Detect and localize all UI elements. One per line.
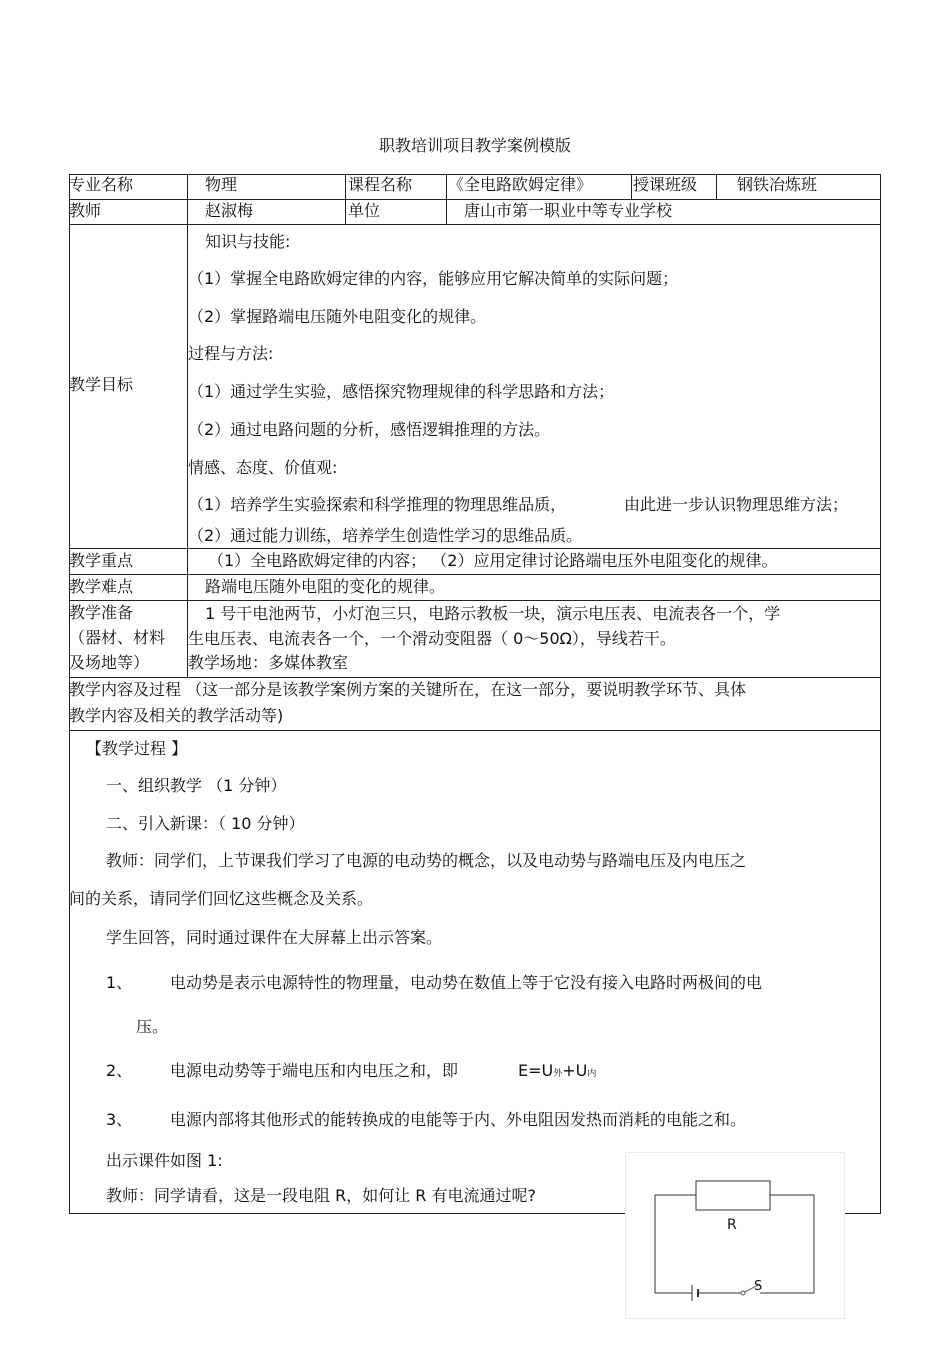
table-rule [716,174,717,199]
difficulties-value: 路端电压随外电阻的变化的规律。 [205,577,446,596]
course-value: 《全电路欧姆定律》 [448,175,593,194]
list-number: 2、 [106,1061,133,1080]
key-points-label: 教学重点 [69,551,134,570]
teacher-label: 教师 [69,201,102,220]
process-paragraph: 出示课件如图 1: [106,1151,223,1170]
objective-line: （1）通过学生实验，感悟探究物理规律的科学思路和方法； [188,382,615,401]
process-step: 二、引入新课：（ 10 分钟） [106,814,305,833]
table-rule [69,574,881,575]
table-rule [69,224,881,225]
process-step: 一、组织教学 （1 分钟） [106,776,287,795]
preparation-line: 教学场地：多媒体教室 [188,653,349,672]
objective-line: （2）掌握路端电压随外电阻变化的规律。 [188,307,487,326]
objective-line: （1）培养学生实验探索和科学推理的物理思维品质， [188,495,567,514]
formula-subscript: 外 [553,1069,563,1079]
major-label: 专业名称 [69,175,134,194]
table-rule [69,600,881,601]
unit-value: 唐山市第一职业中等专业学校 [464,201,673,220]
lesson-table [69,174,881,1213]
objective-line: 过程与方法: [188,344,274,363]
objective-line: 知识与技能: [205,232,291,251]
circuit-diagram [626,1153,844,1318]
content-header: 教学内容及过程 （这一部分是该教学案例方案的关键所在，在这一部分，要说明教学环节、具体 [69,680,747,699]
list-item: 压。 [136,1017,169,1036]
preparation-label: 及场地等） [69,653,150,672]
resistor-symbol [696,1181,770,1210]
formula-subscript: 内 [587,1069,597,1079]
switch-contact [741,1291,745,1295]
switch-label: S [754,1279,763,1294]
circuit-figure [625,1152,845,1319]
page-title: 职教培训项目教学案例模版 [378,136,571,155]
class-label: 授课班级 [633,175,698,194]
formula [518,1061,596,1084]
content-header: 教学内容及相关的教学活动等) [69,706,284,725]
preparation-line: 1 号干电池两节，小灯泡三只，电路示教板一块，演示电压表、电流表各一个，学 [205,604,781,623]
difficulties-label: 教学难点 [69,577,134,596]
table-rule [69,677,881,678]
key-points-value: （1）全电路欧姆定律的内容； （2）应用定律讨论路端电压外电阻变化的规律。 [208,551,778,570]
table-rule [345,174,346,224]
objective-line: 情感、态度、价值观: [188,458,338,477]
table-rule [446,174,447,224]
unit-label: 单位 [348,201,381,220]
resistor-label: R [727,1217,737,1233]
process-paragraph: 间的关系，请同学们回忆这些概念及关系。 [69,889,374,908]
objectives-label: 教学目标 [69,375,134,394]
table-rule [69,548,881,549]
process-paragraph: 学生回答，同时通过课件在大屏幕上出示答案。 [106,928,443,947]
process-paragraph: 教师：同学们，上节课我们学习了电源的电动势的概念，以及电动势与路端电压及内电压之 [106,851,747,870]
preparation-line: 生电压表、电流表各一个，一个滑动变阻器（ 0～50Ω），导线若干。 [188,629,676,648]
preparation-label: （器材、材料 [69,628,166,647]
list-item: 电动势是表示电源特性的物理量，电动势在数值上等于它没有接入电路时两极间的电 [170,973,763,992]
objective-line: （2）通过能力训练，培养学生创造性学习的思维品质。 [188,526,583,545]
formula-part: E=U [518,1061,554,1080]
objective-line: 由此进一步认识物理思维方法； [624,495,849,514]
objective-line: （2）通过电路问题的分析，感悟逻辑推理的方法。 [188,420,551,439]
list-number: 1、 [106,973,133,992]
table-rule [69,199,881,200]
list-item: 电源电动势等于端电压和内电压之和，即 [170,1061,459,1080]
list-number: 3、 [106,1110,133,1129]
formula-part: +U [562,1061,588,1080]
teacher-value: 赵淑梅 [205,201,254,220]
process-paragraph: 教师：同学请看，这是一段电阻 R，如何让 R 有电流通过呢? [106,1186,536,1205]
table-rule [880,174,881,1213]
major-value: 物理 [205,175,238,194]
class-value: 钢铁冶炼班 [737,175,818,194]
list-item: 电源内部将其他形式的能转换成的电能等于内、外电阻因发热而消耗的电能之和。 [170,1110,747,1129]
process-heading: 【教学过程 】 [86,739,188,758]
table-rule [69,730,881,731]
table-rule [631,174,632,199]
preparation-label: 教学准备 [69,603,134,622]
course-label: 课程名称 [348,175,413,194]
objective-line: （1）掌握全电路欧姆定律的内容，能够应用它解决简单的实际问题； [188,269,679,288]
